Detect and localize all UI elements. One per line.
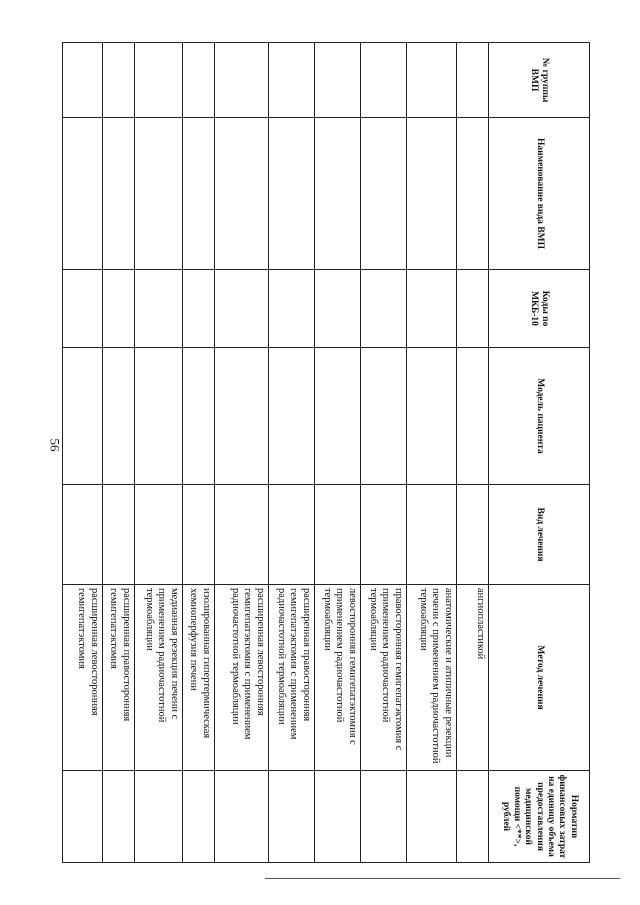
table-row: [183, 43, 215, 863]
header-type: Вид лечения: [489, 485, 590, 585]
page-number: 56: [47, 438, 63, 452]
header-group: № группы ВМП: [489, 43, 590, 118]
header-codes: Коды по МКБ-10: [489, 270, 590, 348]
method-cell: расширенная левосторонняя гемигепатэктомия с применением радиочастотной термоабляции: [215, 585, 269, 771]
rotated-table-container: [50, 42, 590, 862]
method-cell: расширенная левосторонняя гемигепатэктомия: [63, 585, 103, 771]
method-cell: ангиопластикой: [457, 585, 489, 771]
table-row: [361, 43, 407, 863]
header-method: Метод лечения: [489, 585, 590, 771]
vmp-table: [62, 42, 590, 863]
header-norm: Норматив финансовых затрат на единицу объема предоставления медицинской помощи <**>, рублей: [489, 771, 590, 863]
method-cell: правосторонняя гемигепатэктомия с применением радиочастотной термоабляции: [361, 585, 407, 771]
method-cell: изолированная гипертермическая хемиоперфузия печени: [183, 585, 215, 771]
header-name: Наименование вида ВМП: [489, 118, 590, 270]
method-cell: расширенная правосторонняя гемигепатэктомия: [103, 585, 135, 771]
bottom-rule: [265, 878, 620, 879]
method-cell: расширенная правосторонняя гемигепатэктомия с применением радиочастотной термоабляции: [269, 585, 315, 771]
table-row: [63, 43, 103, 863]
table-row: [315, 43, 361, 863]
table-row: [457, 43, 489, 863]
header-model: Модель пациента: [489, 348, 590, 485]
table-row: [407, 43, 457, 863]
table-row: [103, 43, 135, 863]
table-row: [215, 43, 269, 863]
method-cell: медианная резекция печени с применением радиочастотной термоабляции: [135, 585, 183, 771]
table-row: [135, 43, 183, 863]
method-cell: левосторонняя гемигепатэктомия с применением радиочастотной термоабляции: [315, 585, 361, 771]
header-row: [489, 43, 590, 863]
table-row: [269, 43, 315, 863]
method-cell: анатомические и атипичные резекции печени с применением радиочастотной термоабляции: [407, 585, 457, 771]
